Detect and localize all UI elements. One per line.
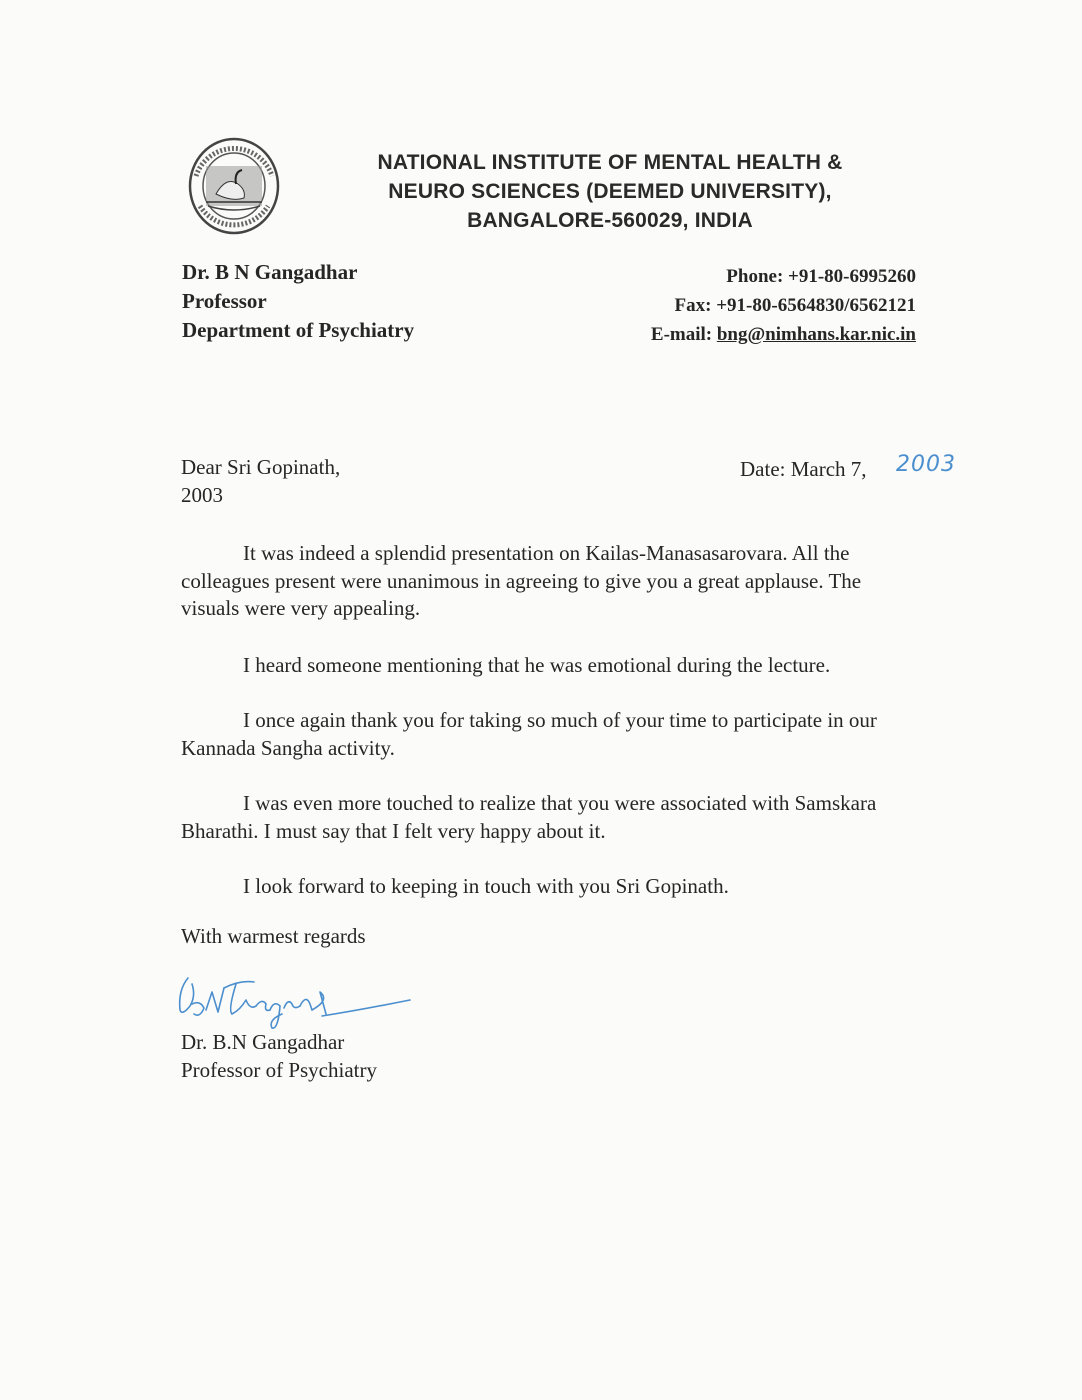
paragraph-emotional: I heard someone mentioning that he was emotional during the lecture. <box>243 653 831 677</box>
contact-block <box>651 262 916 349</box>
signer-name: Dr. B.N Gangadhar <box>181 1030 345 1054</box>
paragraph-thanks: I once again thank you for taking so much of your time to participate in our Kannada Sangha activity. <box>181 708 877 760</box>
signer-block <box>181 1029 377 1084</box>
institute-line-3: BANGALORE-560029, INDIA <box>467 209 753 232</box>
email-link[interactable]: bng@nimhans.kar.nic.in <box>716 324 916 345</box>
salutation: Dear Sri Gopinath, <box>181 455 341 479</box>
signer-title: Professor of Psychiatry <box>181 1057 377 1082</box>
fax-line: Fax: +91-80-6564830/6562121 <box>674 295 916 316</box>
email-line <box>651 320 916 349</box>
sender-title: Professor <box>182 289 267 313</box>
letter-date: Date: March 7, <box>740 457 867 481</box>
sender-block <box>182 258 414 345</box>
institute-line-2: NEURO SCIENCES (DEEMED UNIVERSITY), <box>388 180 832 203</box>
salutation-block <box>181 454 340 509</box>
handwritten-year: 2003 <box>896 452 956 477</box>
sender-department: Department of Psychiatry <box>182 318 415 342</box>
institute-seal <box>186 136 282 236</box>
phone-line: Phone: +91-80-6995260 <box>726 266 916 287</box>
institute-name <box>300 148 920 235</box>
signature <box>170 970 420 1032</box>
paragraph-samskara: I was even more touched to realize that you were associated with Samskara Bharathi. I must say that I felt very happy about it. <box>181 791 877 843</box>
paragraph-presentation: It was indeed a splendid presentation on Kailas-Manasasarovara. All the colleagues present were unanimous in agreeing to give you a great applause. The visuals were very appealing. <box>181 541 862 620</box>
institute-line-1: NATIONAL INSTITUTE OF MENTAL HEALTH & <box>377 151 843 174</box>
paragraph-keep-in-touch: I look forward to keeping in touch with you Sri Gopinath. <box>243 874 729 898</box>
sender-name: Dr. B N Gangadhar <box>182 260 358 284</box>
year-line: 2003 <box>181 482 223 507</box>
closing: With warmest regards <box>181 924 366 948</box>
email-label: E-mail: <box>650 324 717 345</box>
